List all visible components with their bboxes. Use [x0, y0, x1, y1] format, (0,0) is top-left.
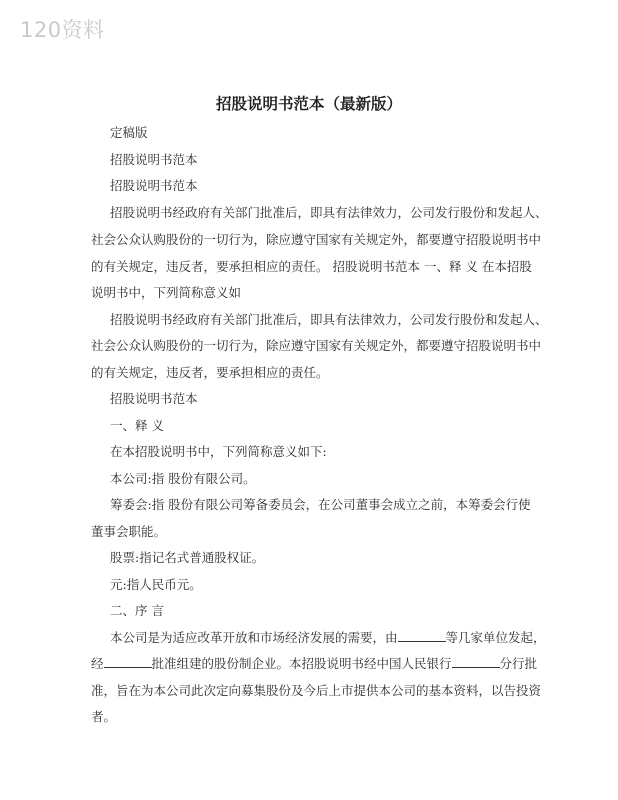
text-line: 社会公众认购股份的一切行为，除应遵守国家有关规定外，都要遵守招股说明书中: [91, 338, 542, 353]
text-line: 董事会职能。: [91, 524, 167, 539]
text-line: 本公司:指 股份有限公司。: [110, 471, 256, 486]
text-span: 分行批: [499, 656, 538, 671]
document-title: 招股说明书范本（最新版）: [215, 94, 402, 113]
text-line: [110, 629, 546, 647]
text-span: 经: [91, 656, 104, 671]
text-line: 招股说明书范本: [110, 152, 198, 167]
text-line: 股票:指记名式普通股权证。: [110, 550, 265, 565]
watermark: 120资料: [20, 18, 105, 42]
section-heading: 二、序 言: [110, 603, 164, 618]
text-line: 准，旨在为本公司此次定向募集股份及今后上市提供本公司的基本资料，以告投资: [91, 683, 542, 698]
text-span: 批准组建的股份制企业。本招股说明书经中国人民银行: [151, 656, 452, 671]
section-heading: 一、释 义: [110, 418, 164, 433]
text-line: 招股说明书经政府有关部门批准后，即具有法律效力，公司发行股份和发起人、: [110, 312, 548, 327]
text-span: 本公司是为适应改革开放和市场经济发展的需要，由: [110, 630, 398, 645]
text-line: 的有关规定，违反者，要承担相应的责任。: [91, 365, 329, 380]
text-line: 招股说明书经政府有关部门批准后，即具有法律效力，公司发行股份和发起人、: [110, 205, 548, 220]
text-line: 筹委会:指 股份有限公司筹备委员会，在公司董事会成立之前，本筹委会行使: [110, 497, 531, 512]
text-line: 者。: [91, 709, 117, 724]
text-span: 等几家单位发起，: [445, 630, 546, 645]
text-line: 招股说明书范本: [110, 178, 198, 193]
text-line: 招股说明书范本: [110, 391, 198, 406]
fill-in-blank: [452, 655, 500, 668]
text-line: 定稿版: [110, 125, 148, 140]
text-line: 社会公众认购股份的一切行为，除应遵守国家有关规定外，都要遵守招股说明书中: [91, 232, 542, 247]
text-line: 在本招股说明书中，下列简称意义如下:: [110, 444, 327, 459]
text-line: 说明书中，下列简称意义如: [91, 285, 242, 300]
text-line: 元:指人民币元。: [110, 577, 202, 592]
fill-in-blank: [104, 655, 152, 668]
text-line: [91, 655, 537, 673]
fill-in-blank: [398, 629, 446, 642]
text-line: 的有关规定，违反者，要承担相应的责任。 招股说明书范本 一、释 义 在本招股: [91, 259, 532, 274]
